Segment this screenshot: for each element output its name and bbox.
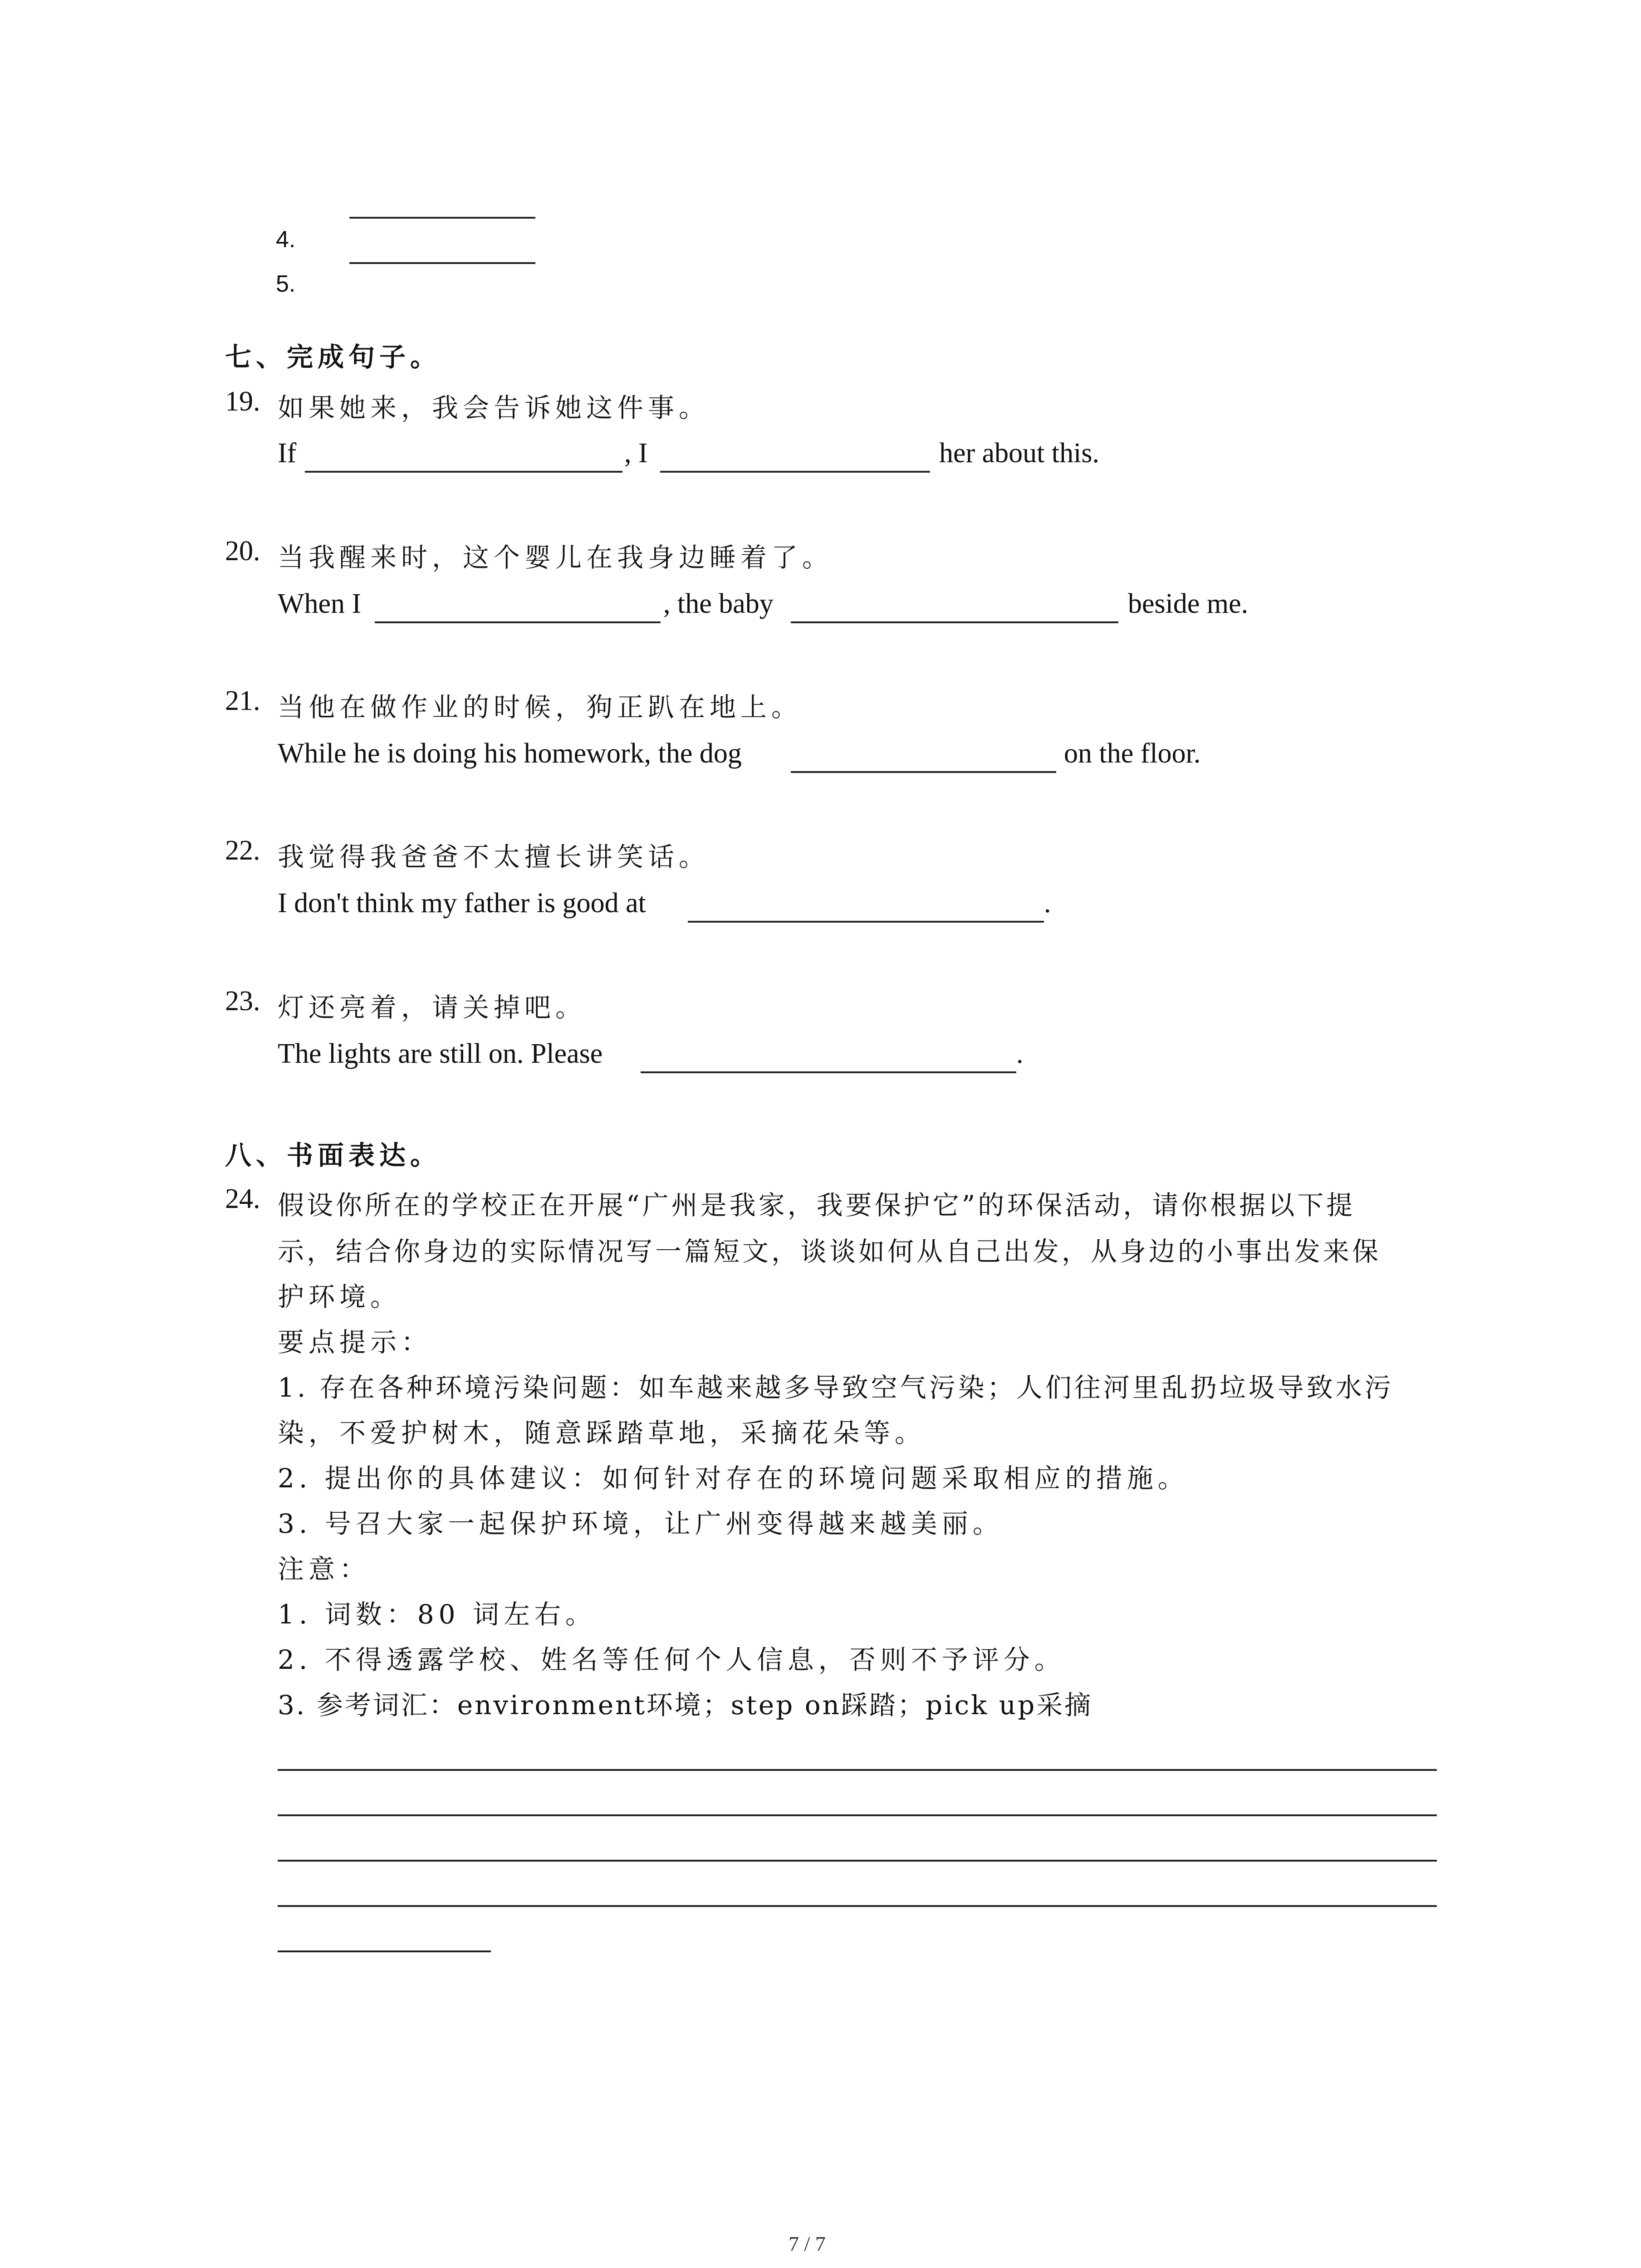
q21-chinese: 当他在做作业的时候，狗正趴在地上。	[278, 692, 803, 723]
q24-prompt-line2: 示，结合你身边的实际情况写一篇短文，谈谈如何从自己出发，从身边的小事出发来保	[278, 1236, 1381, 1267]
section8-heading: 八、书面表达。	[225, 1140, 441, 1171]
writing-line-5[interactable]	[278, 1950, 491, 1952]
q23-english-end: .	[1016, 1038, 1024, 1069]
q24-tip1-line2: 染，不爱护树木，随意踩踏草地，采摘花朵等。	[278, 1418, 926, 1448]
writing-line-2[interactable]	[278, 1814, 1437, 1816]
q22-chinese: 我觉得我爸爸不太擅长讲笑话。	[278, 841, 710, 872]
q19-number: 19.	[225, 386, 260, 417]
q24-note1: 1. 词数：80 词左右。	[278, 1599, 597, 1630]
q22-english-start: I don't think my father is good at	[278, 888, 646, 919]
q21-number: 21.	[225, 685, 260, 716]
q19-english-mid: , I	[624, 438, 648, 469]
q20-english-mid: , the baby	[663, 588, 774, 619]
page-number: 7 / 7	[789, 2232, 826, 2255]
q20-english-start: When I	[278, 588, 362, 619]
q19-english-start: If	[278, 438, 297, 469]
q20-chinese: 当我醒来时，这个婴儿在我身边睡着了。	[278, 542, 833, 573]
q23-english-start: The lights are still on. Please	[278, 1038, 603, 1069]
q20-blank-2[interactable]	[791, 621, 1118, 623]
q24-tips-label: 要点提示：	[278, 1327, 432, 1358]
q23-number: 23.	[225, 986, 260, 1017]
q23-chinese: 灯还亮着，请关掉吧。	[278, 992, 587, 1023]
q19-chinese: 如果她来，我会告诉她这件事。	[278, 392, 710, 423]
q24-tip1-line1: 1. 存在各种环境污染问题：如车越来越多导致空气污染；人们往河里乱扔垃圾导致水污	[278, 1372, 1394, 1403]
answer-line-4-top[interactable]	[349, 217, 535, 219]
q19-blank-2[interactable]	[660, 471, 930, 473]
q20-english-end: beside me.	[1128, 588, 1249, 619]
q24-tip3: 3. 号召大家一起保护环境，让广州变得越来越美丽。	[278, 1508, 1004, 1539]
writing-line-1[interactable]	[278, 1769, 1437, 1771]
q24-prompt-line3: 护环境。	[278, 1281, 402, 1312]
answer-line-5-top[interactable]	[349, 262, 535, 264]
q20-blank-1[interactable]	[375, 621, 661, 623]
q19-blank-1[interactable]	[305, 471, 622, 473]
item-number-4: 4.	[276, 226, 296, 253]
q21-english-end: on the floor.	[1064, 738, 1201, 769]
q24-note2: 2. 不得透露学校、姓名等任何个人信息，否则不予评分。	[278, 1644, 1065, 1675]
q20-number: 20.	[225, 536, 260, 567]
item-number-5: 5.	[276, 271, 296, 297]
q21-blank[interactable]	[791, 771, 1056, 773]
section7-heading: 七、完成句子。	[225, 342, 441, 372]
q22-number: 22.	[225, 835, 260, 866]
writing-line-4[interactable]	[278, 1905, 1437, 1907]
q24-number: 24.	[225, 1183, 260, 1214]
q23-blank[interactable]	[641, 1071, 1016, 1073]
q24-note3: 3. 参考词汇：environment环境；step on踩踏；pick up采摘	[278, 1690, 1093, 1721]
q21-english-start: While he is doing his homework, the dog	[278, 738, 742, 769]
writing-line-3[interactable]	[278, 1860, 1437, 1862]
q19-english-end: her about this.	[939, 438, 1099, 469]
q22-english-end: .	[1044, 888, 1051, 919]
q22-blank[interactable]	[688, 921, 1044, 923]
q24-prompt-line1: 假设你所在的学校正在开展“广州是我家，我要保护它”的环保活动，请你根据以下提	[278, 1190, 1356, 1221]
q24-note-label: 注意：	[278, 1554, 371, 1584]
q24-tip2: 2. 提出你的具体建议：如何针对存在的环境问题采取相应的措施。	[278, 1463, 1189, 1494]
